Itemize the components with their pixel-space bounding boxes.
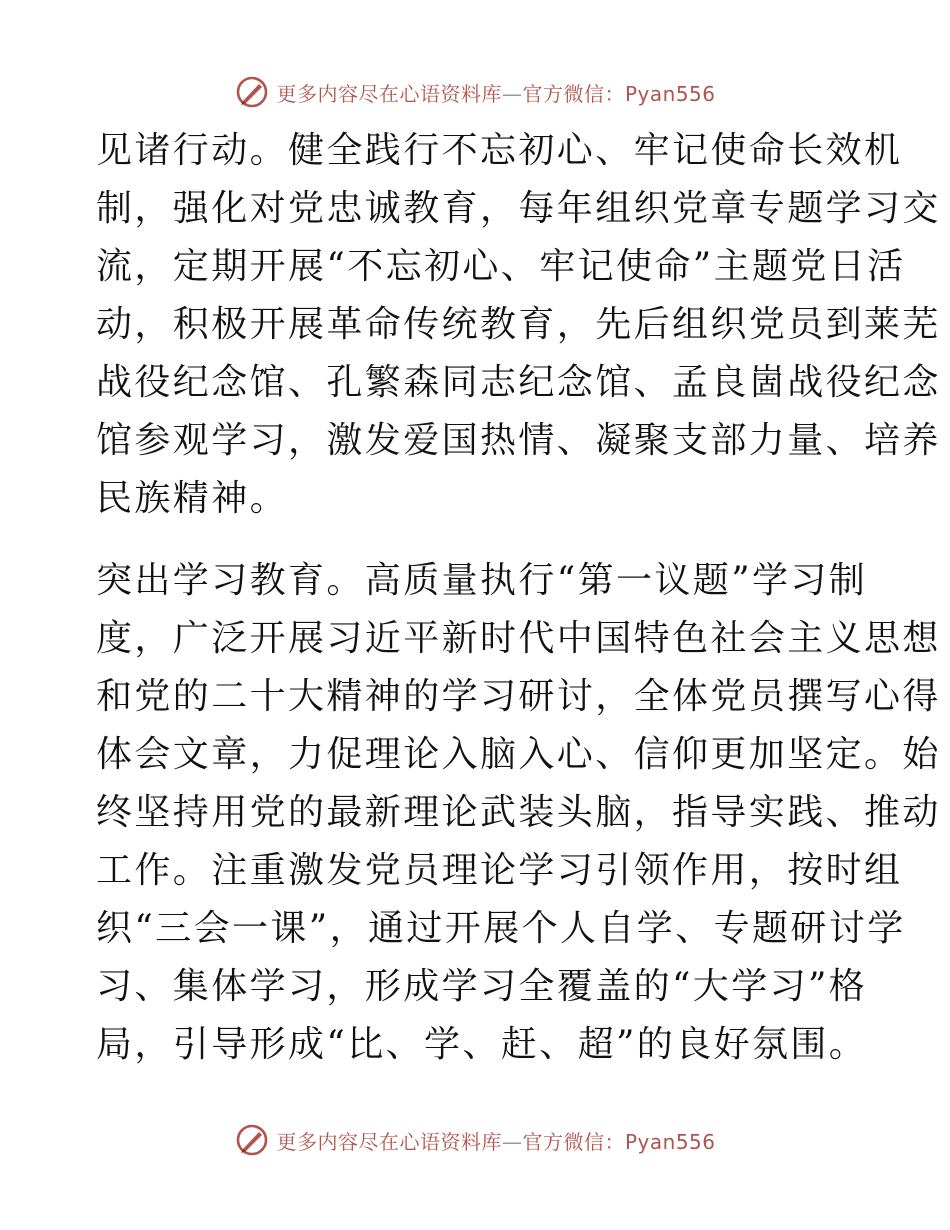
header-separator: —	[501, 81, 523, 106]
text-line: 工作。注重激发党员理论学习引领作用，按时组	[96, 850, 903, 891]
text-line: 突出学习教育。高质量执行“第一议题”学习制	[96, 560, 868, 601]
text-line: 战役纪念馆、孔繁森同志纪念馆、孟良崮战役纪念	[96, 362, 941, 403]
text-line: 织“三会一课”，通过开展个人自学、专题研讨学	[96, 908, 906, 949]
text-line: 习、集体学习，形成学习全覆盖的“大学习”格	[96, 966, 868, 1007]
footer-brand-text: 更多内容尽在心语资料库	[276, 1129, 502, 1154]
header-watermark	[0, 72, 950, 112]
text-line: 流，定期开展“不忘初心、牢记使命”主题党日活	[96, 246, 906, 287]
header-brand-text: 更多内容尽在心语资料库	[276, 81, 502, 106]
document-body	[96, 122, 941, 1074]
footer-wechat-label: 官方微信：	[522, 1129, 625, 1154]
footer-watermark	[0, 1120, 950, 1160]
text-line: 终坚持用党的最新理论武装头脑，指导实践、推动	[96, 792, 941, 833]
paragraph	[96, 122, 941, 528]
pen-logo-icon	[234, 74, 270, 110]
footer-wechat-id: Pyan556	[624, 1129, 716, 1154]
text-line: 动，积极开展革命传统教育，先后组织党员到莱芜	[96, 304, 941, 345]
footer-separator: —	[501, 1129, 523, 1154]
text-line: 局，引导形成“比、学、赶、超”的良好氛围。	[96, 1024, 868, 1065]
header-wechat-label: 官方微信：	[522, 81, 625, 106]
text-line: 馆参观学习，激发爱国热情、凝聚支部力量、培养	[96, 420, 941, 461]
pen-logo-icon	[234, 1122, 270, 1158]
text-line: 见诸行动。健全践行不忘初心、牢记使命长效机	[96, 130, 903, 171]
text-line: 制，强化对党忠诚教育，每年组织党章专题学习交	[96, 188, 941, 229]
text-line: 民族精神。	[96, 478, 289, 519]
text-line: 度，广泛开展习近平新时代中国特色社会主义思想	[96, 618, 941, 659]
header-wechat-id: Pyan556	[624, 81, 716, 106]
paragraph-spacer	[96, 528, 856, 552]
text-line: 和党的二十大精神的学习研讨，全体党员撰写心得	[96, 676, 941, 717]
paragraph	[96, 552, 941, 1074]
text-line: 体会文章，力促理论入脑入心、信仰更加坚定。始	[96, 734, 941, 775]
